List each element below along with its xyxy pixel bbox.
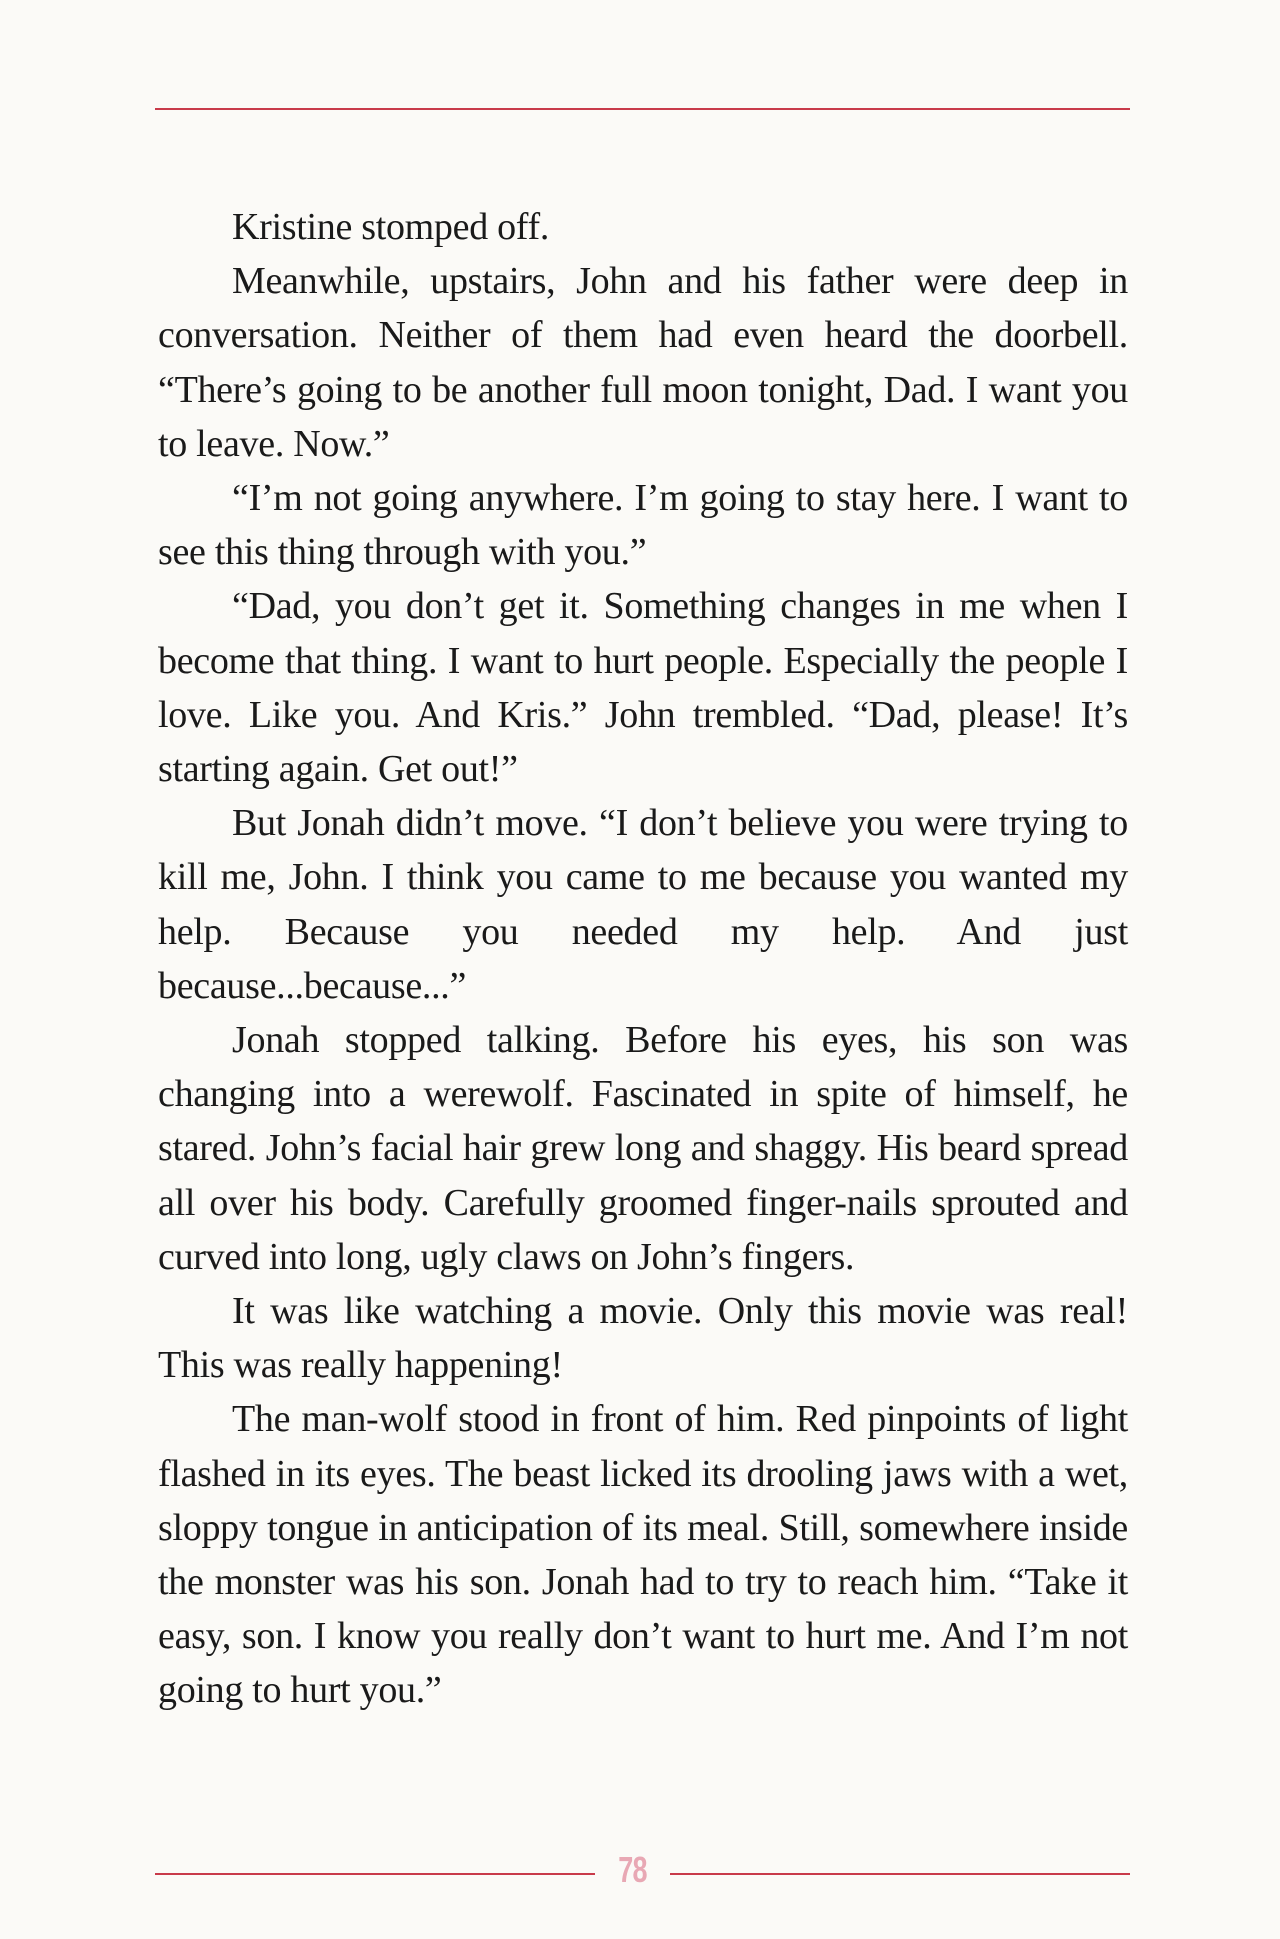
header-rule — [155, 108, 1130, 110]
paragraph: But Jonah didn’t move. “I don’t believe you were trying to kill me, John. I think you came to me because you wanted my help. Because you needed my help. And just because...because...” — [158, 802, 1128, 1007]
footer-rule-right — [670, 1873, 1130, 1875]
paragraph: Jonah stopped talking. Before his eyes, his son was changing into a werewolf. Fascinated in spite of himself, he stared. John’s facial hair grew long and shaggy. His beard spread all over his body. Carefully groomed finger-nails sprouted and curved into long, ugly claws on John’s fingers. — [158, 1019, 1128, 1278]
paragraph: It was like watching a movie. Only this movie was real! This was really happening! — [158, 1290, 1128, 1387]
page-footer — [155, 1849, 1130, 1895]
paragraph: Meanwhile, upstairs, John and his father were deep in conversation. Neither of them had even heard the doorbell. “There’s going to be another full moon tonight, Dad. I want you to leave. Now.” — [158, 260, 1128, 465]
paragraph: The man-wolf stood in front of him. Red pinpoints of light flashed in its eyes. The beast licked its drooling jaws with a wet, sloppy tongue in anticipation of its meal. Still, somewhere inside the monster was his son. Jonah had to try to reach him. “Take it easy, son. I know you really don’t want to hurt me. And I’m not going to hurt you.” — [158, 1398, 1128, 1712]
footer-rule-left — [155, 1873, 595, 1875]
paragraph: Kristine stomped off. — [232, 206, 550, 248]
page-number: 78 — [618, 1849, 647, 1890]
paragraph: “Dad, you don’t get it. Something changes in me when I become that thing. I want to hurt people. Especially the people I love. Like you. And Kris.” John trembled. “Dad, please! It’s starting again. Get out!” — [158, 585, 1128, 791]
page-body-text — [158, 200, 1128, 1718]
paragraph: “I’m not going anywhere. I’m going to stay here. I want to see this thing through with you.” — [158, 477, 1128, 574]
